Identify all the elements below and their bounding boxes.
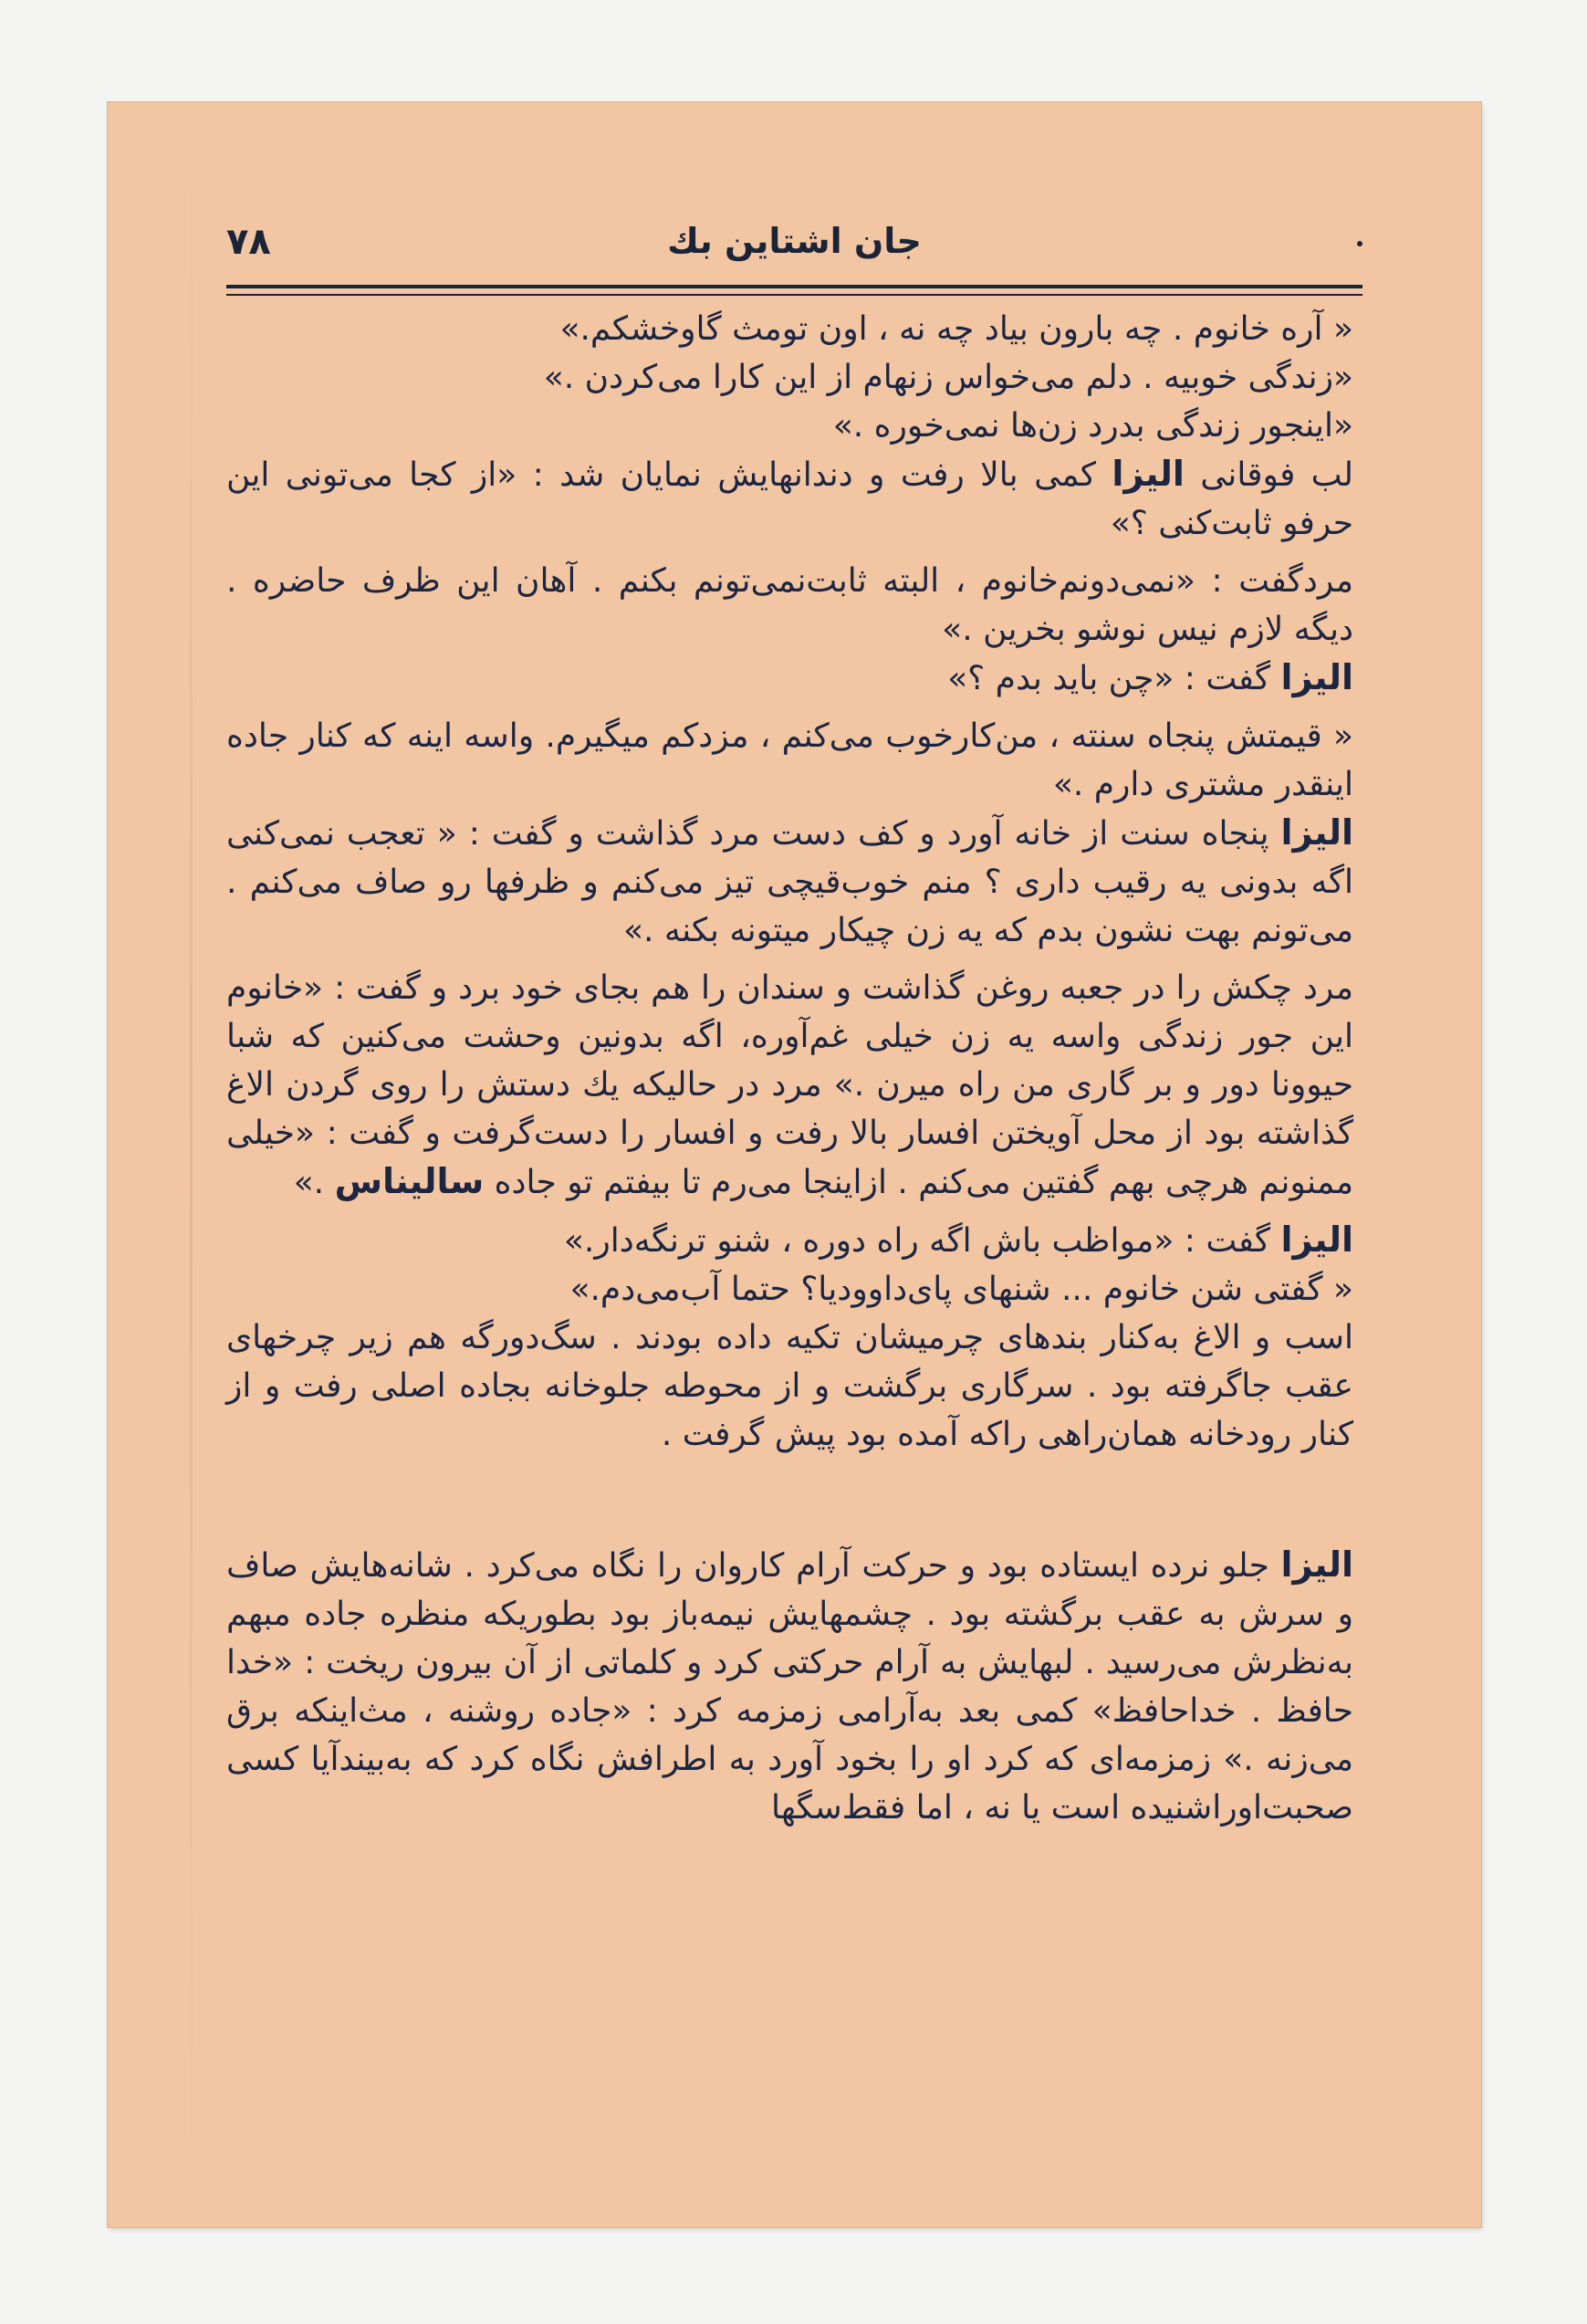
body-text — [226, 305, 1353, 2191]
page-number: ۷۸ — [226, 221, 271, 263]
paragraph: مرد چکش را در جعبه روغن گذاشت و سندان را هم بجای خود برد و گفت : «خانوم این جور زندگی واسه یه زن خیلی غم‌آوره، اگه بدونین وحشت می‌کنین که شبا حیوونا دور و بر گاری من راه میرن .» مرد در حالیکه یك دستش را روی گردن الاغ گذاشته بود از محل آویختن افسار بالا رفت و افسار را دست‌گرفت و گفت : «خیلی ممنونم هرچی بهم گفتین می‌کنم . ازاینجا می‌رم تا بیفتم تو جاده سالیناس .» — [226, 969, 1353, 1201]
header-dot — [1357, 241, 1363, 246]
character-name: الیزا — [1280, 812, 1353, 853]
paragraph: « قیمتش پنجاه سنته ، من‌کارخوب می‌کنم ، مزدکم میگیرم. واسه اینه که کنار جاده اینقدر مشتری دارم .» — [226, 717, 1353, 803]
place-name: سالیناس — [334, 1161, 485, 1201]
paragraph: الیزا جلو نرده ایستاده بود و حرکت آرام کاروان را نگاه می‌کرد . شانه‌هایش صاف و سرش به عقب برگشته بود . چشمهایش نیمه‌باز بود بطوریکه منظره جاده مبهم به‌نظرش می‌رسید . لبهایش به آرام حرکتی کرد و کلماتی از آن بیرون ریخت : «خدا حافظ . خداحافظ» کمی بعد به‌آرامی زمزمه کرد : «جاده روشنه ، مث‌اینکه برق می‌زنه .» زمزمه‌ای که کرد او را بخود آورد به اطرافش نگاه کرد که به‌بیندآیا کسی صحبت‌اوراشنیده است یا نه ، اما فقط‌سگها — [226, 1544, 1353, 1827]
character-name: الیزا — [1280, 1544, 1353, 1585]
page-header — [226, 221, 1363, 276]
paragraph: « آره خانوم . چه بارون بیاد چه نه ، اون تومث گاوخشکم.» — [559, 310, 1353, 348]
paragraph: الیزا پنجاه سنت از خانه آورد و کف دست مرد گذاشت و گفت : « تعجب نمی‌کنی اگه بدونی یه رقیب داری ؟ منم خوب‌قیچی تیز می‌کنم و ظرفها رو صاف می‌کنم . می‌تونم بهت نشون بدم که یه زن چیکار میتونه بکنه .» — [226, 812, 1353, 949]
paragraph: « گفتی شن خانوم ... شنهای پای‌داوودیا؟ حتما آب‌می‌دم.» — [569, 1271, 1353, 1308]
paragraph: اسب و الاغ به‌کنار بندهای چرمیشان تکیه داده بودند . سگ‌دورگه هم زیر چرخهای عقب جاگرفته بود . سرگاری برگشت و از محوطه جلوخانه بجاده اصلی رفت و از کنار رودخانه همان‌راهی راکه آمده بود پیش گرفت . — [226, 1319, 1353, 1453]
paragraph: «اینجور زندگی بدرد زن‌ها نمی‌خوره .» — [832, 407, 1353, 445]
character-name: الیزا — [1280, 657, 1353, 697]
paragraph: «زندگی خوبیه . دلم می‌خواس زنهام از این کارا می‌کردن .» — [543, 359, 1353, 396]
character-name: الیزا — [1112, 454, 1185, 494]
book-page — [108, 102, 1481, 2227]
paragraph: الیزا گفت : «مواظب باش اگه راه دوره ، شنو ترنگه‌دار.» — [563, 1220, 1353, 1260]
character-name: الیزا — [1280, 1220, 1353, 1260]
paragraph: مردگفت : «نمی‌دونم‌خانوم ، البته ثابت‌نمی‌تونم بکنم . آهان این ظرف حاضره . دیگه لازم نیس نوشو بخرین .» — [226, 562, 1353, 648]
running-title: جان اشتاین بك — [667, 221, 922, 261]
header-rule-thick — [226, 285, 1363, 288]
page-crease — [190, 102, 193, 2227]
paragraph: الیزا گفت : «چن باید بدم ؟» — [947, 657, 1353, 697]
paragraph: لب فوقانی الیزا کمی بالا رفت و دندانهایش نمایان شد : «از کجا می‌تونی این حرفو ثابت‌کنی ؟» — [226, 454, 1354, 542]
header-rule-thin — [226, 294, 1363, 296]
